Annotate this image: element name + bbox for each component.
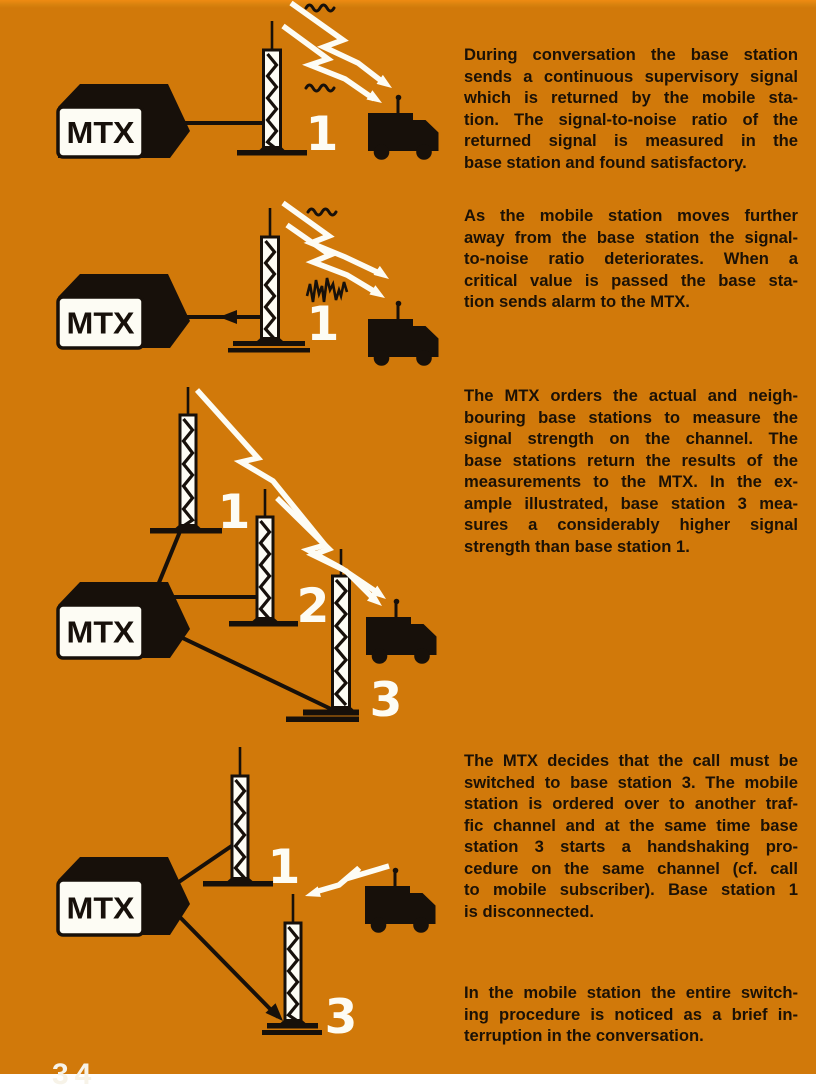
text-line: base station and found satisfactory. — [464, 152, 747, 172]
wave-squiggle-icon — [308, 209, 336, 215]
text-line: sends a continuous supervisory signal — [464, 66, 798, 86]
text-line: In the mobile station the entire switch- — [464, 983, 798, 1002]
figure-4-handover — [58, 747, 436, 1045]
page-number: 34 — [52, 1058, 98, 1091]
text-line: away from the base station the signal- — [464, 227, 798, 247]
mtx-to-tower3-line — [169, 906, 278, 1017]
text-line: cedure on the same channel (cf. call — [464, 858, 798, 878]
text-line: base stations return the results of the — [464, 450, 798, 470]
mobile-station-truck-icon — [368, 301, 439, 366]
mtx-box — [58, 84, 190, 158]
text-line: As the mobile station moves further — [464, 206, 798, 225]
mtx-box — [58, 582, 190, 658]
paragraph-supervisory-signal — [464, 44, 798, 173]
text-line: sures a considerably higher signal — [464, 515, 798, 534]
text-line: station 3 starts a handshaking pro- — [464, 837, 798, 856]
text-line: The MTX decides that the call must be — [464, 751, 798, 770]
radio-tower-icon — [237, 21, 307, 156]
mtx-to-tower1-line — [158, 529, 181, 585]
text-line: During conversation the base station — [464, 45, 798, 64]
text-line: to-noise ratio deteriorates. When a — [464, 249, 798, 268]
paragraph-alarm — [464, 205, 798, 313]
paragraph-measurement — [464, 385, 798, 557]
mtx-box — [58, 274, 190, 348]
figure-3-signal-measurement — [58, 387, 437, 728]
paragraph-brief-interruption — [464, 982, 798, 1047]
mtx-label: MTX — [66, 115, 135, 150]
station-number: 1 — [267, 840, 301, 895]
radio-tower-icon — [203, 747, 273, 887]
text-line: which is returned by the mobile sta- — [464, 88, 798, 107]
text-line: returned signal is measured in the — [464, 131, 798, 150]
figure-1-supervisory-signal — [58, 3, 439, 162]
station-number: 1 — [217, 485, 251, 540]
text-line: switched to base station 3. The mobile — [464, 772, 798, 792]
mtx-box — [58, 857, 190, 935]
text-line: measurements to the MTX. In the ex- — [464, 472, 798, 491]
text-line: fic channel and at the same time base — [464, 815, 798, 835]
station-number: 3 — [324, 990, 358, 1045]
lightning-bolt-icon — [283, 26, 385, 108]
text-line: The MTX orders the actual and neigh- — [464, 386, 798, 405]
text-line: ing procedure is noticed as a brief in- — [464, 1004, 798, 1024]
mobile-station-truck-icon — [365, 868, 436, 933]
text-line: bouring base stations to measure the — [464, 407, 798, 427]
wave-squiggle-icon — [306, 85, 334, 91]
text-line: is disconnected. — [464, 901, 595, 921]
text-line: strength than base station 1. — [464, 536, 690, 556]
text-line: tion. The signal-to-noise ratio of the — [464, 109, 798, 129]
mobile-station-truck-icon — [366, 599, 437, 664]
text-line: ample illustrated, base station 3 mea- — [464, 493, 798, 513]
wave-squiggle-icon — [306, 5, 334, 11]
text-line: signal strength on the channel. The — [464, 429, 798, 448]
alarm-arrowhead — [219, 310, 237, 324]
station-number: 2 — [296, 579, 330, 634]
mtx-label: MTX — [66, 614, 135, 650]
text-line: to mobile subscriber). Base station 1 — [464, 880, 798, 899]
text-line: critical value is passed the base sta- — [464, 270, 798, 290]
station-number: 1 — [306, 297, 340, 352]
station-number: 3 — [369, 673, 403, 728]
mobile-station-truck-icon — [368, 95, 439, 160]
text-line: station is ordered over to another traf- — [464, 794, 798, 813]
mtx-label: MTX — [66, 890, 135, 926]
figure-2-alarm-to-mtx — [58, 203, 439, 366]
mtx-to-tower3-line — [168, 631, 331, 709]
text-line: terruption in the conversation. — [464, 1026, 704, 1045]
mtx-label: MTX — [66, 305, 135, 341]
text-line: tion sends alarm to the MTX. — [464, 292, 690, 311]
paragraph-switch-decision — [464, 750, 798, 922]
station-number: 1 — [305, 107, 339, 162]
